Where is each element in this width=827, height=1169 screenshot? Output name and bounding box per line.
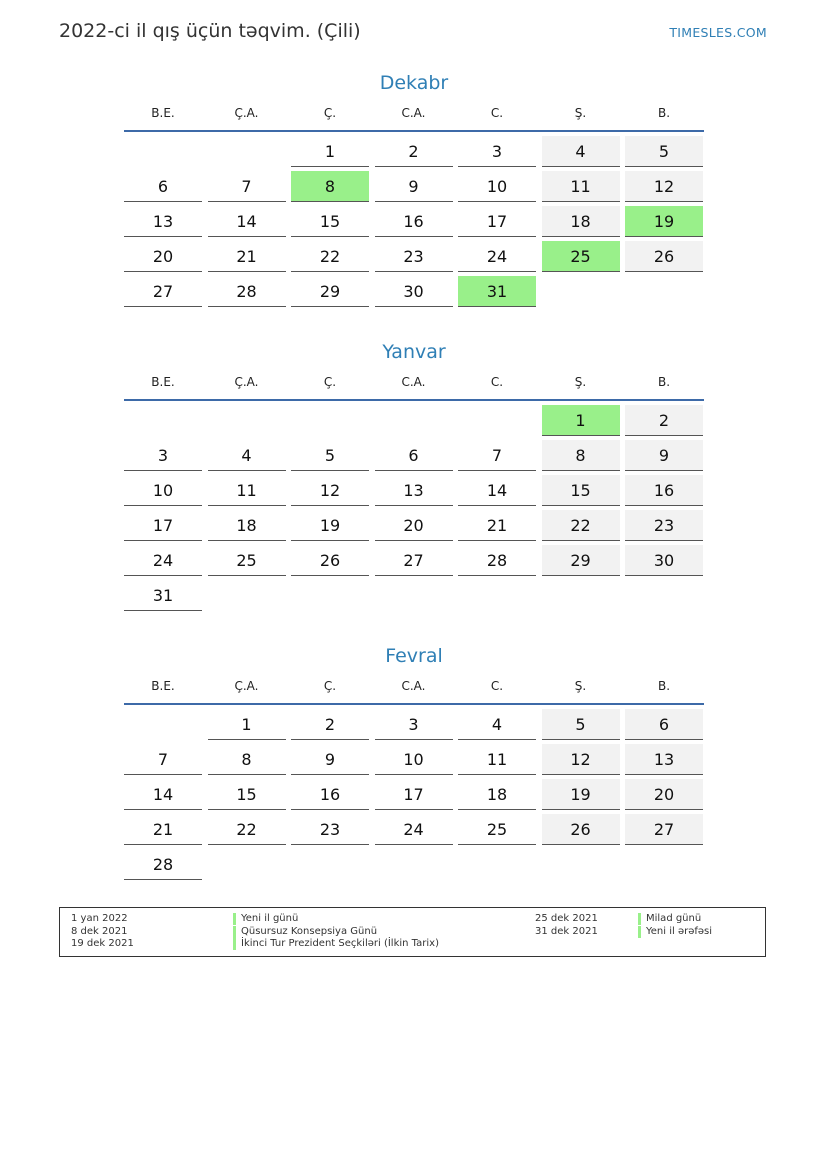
day-cell: 20: [625, 779, 703, 810]
day-cell: 15: [291, 206, 369, 237]
day-cell: 5: [291, 440, 369, 471]
day-cell: 17: [375, 779, 453, 810]
day-cell: 11: [458, 744, 536, 775]
weekday-label: C.A.: [401, 679, 426, 693]
weekday-label: B.E.: [151, 679, 175, 693]
day-cell: 21: [208, 241, 286, 272]
weekday-label: B.: [657, 106, 671, 120]
day-cell: 19: [291, 510, 369, 541]
legend-holiday-name: Yeni il günü: [233, 913, 298, 925]
weekday-label: C.A.: [401, 106, 426, 120]
empty-cell: [124, 405, 202, 436]
empty-cell: [208, 405, 286, 436]
day-cell: 13: [375, 475, 453, 506]
weekday-label: Ş.: [574, 679, 587, 693]
empty-cell: [291, 405, 369, 436]
day-cell: 26: [291, 545, 369, 576]
weekday-label: Ç.A.: [234, 375, 259, 389]
day-cell: 23: [625, 510, 703, 541]
holiday-day-cell: 25: [542, 241, 620, 272]
weekday-label: Ç.: [323, 679, 337, 693]
day-cell: 4: [208, 440, 286, 471]
weekday-label: Ç.: [323, 375, 337, 389]
legend-date: 8 dek 2021: [71, 926, 128, 937]
day-cell: 7: [458, 440, 536, 471]
day-cell: 4: [542, 136, 620, 167]
day-cell: 22: [542, 510, 620, 541]
day-cell: 29: [542, 545, 620, 576]
empty-cell: [458, 405, 536, 436]
weekday-label: C.: [490, 375, 504, 389]
day-cell: 16: [291, 779, 369, 810]
day-cell: 10: [124, 475, 202, 506]
day-cell: 2: [375, 136, 453, 167]
day-cell: 6: [124, 171, 202, 202]
day-grid: [124, 132, 704, 307]
day-cell: 24: [124, 545, 202, 576]
legend-holiday-name: Milad günü: [638, 913, 701, 925]
day-cell: 23: [291, 814, 369, 845]
day-cell: 9: [625, 440, 703, 471]
day-cell: 13: [625, 744, 703, 775]
day-cell: 9: [375, 171, 453, 202]
weekday-label: B.: [657, 679, 671, 693]
weekday-header: [124, 367, 704, 401]
month-name: Dekabr: [379, 72, 449, 94]
month-calendar-0: [124, 68, 704, 307]
day-cell: 6: [625, 709, 703, 740]
day-cell: 19: [542, 779, 620, 810]
month-name: Yanvar: [382, 341, 446, 363]
day-cell: 15: [542, 475, 620, 506]
day-cell: 26: [625, 241, 703, 272]
day-cell: 25: [458, 814, 536, 845]
day-cell: 18: [208, 510, 286, 541]
holiday-day-cell: 1: [542, 405, 620, 436]
weekday-label: Ç.A.: [234, 679, 259, 693]
day-cell: 3: [375, 709, 453, 740]
day-cell: 30: [625, 545, 703, 576]
legend-date: 25 dek 2021: [535, 913, 598, 924]
day-cell: 29: [291, 276, 369, 307]
day-cell: 24: [458, 241, 536, 272]
legend-holiday-name: İkinci Tur Prezident Seçkiləri (İlkin Tarix): [233, 938, 439, 950]
weekday-label: B.E.: [151, 106, 175, 120]
day-cell: 12: [625, 171, 703, 202]
day-grid: [124, 401, 704, 611]
day-cell: 10: [458, 171, 536, 202]
day-cell: 10: [375, 744, 453, 775]
weekday-label: C.A.: [401, 375, 426, 389]
legend-date: 19 dek 2021: [71, 938, 134, 949]
empty-cell: [375, 405, 453, 436]
empty-cell: [124, 709, 202, 740]
day-cell: 17: [458, 206, 536, 237]
weekday-label: Ç.A.: [234, 106, 259, 120]
holiday-day-cell: 8: [291, 171, 369, 202]
weekday-label: Ç.: [323, 106, 337, 120]
weekday-label: B.E.: [151, 375, 175, 389]
empty-cell: [208, 136, 286, 167]
day-cell: 2: [291, 709, 369, 740]
day-cell: 14: [208, 206, 286, 237]
page-title: 2022-ci il qış üçün təqvim. (Çili): [59, 20, 361, 42]
day-cell: 8: [208, 744, 286, 775]
legend-date: 1 yan 2022: [71, 913, 128, 924]
day-cell: 30: [375, 276, 453, 307]
weekday-header: [124, 671, 704, 705]
day-cell: 27: [625, 814, 703, 845]
day-cell: 28: [458, 545, 536, 576]
day-cell: 7: [208, 171, 286, 202]
day-cell: 28: [124, 849, 202, 880]
day-cell: 12: [542, 744, 620, 775]
day-cell: 12: [291, 475, 369, 506]
day-cell: 5: [625, 136, 703, 167]
brand-link[interactable]: TIMESLES.COM: [669, 25, 767, 40]
weekday-label: C.: [490, 106, 504, 120]
legend-holiday-name: Qüsursuz Konsepsiya Günü: [233, 926, 377, 938]
day-cell: 21: [458, 510, 536, 541]
day-cell: 1: [291, 136, 369, 167]
day-cell: 7: [124, 744, 202, 775]
day-cell: 9: [291, 744, 369, 775]
day-cell: 16: [375, 206, 453, 237]
day-cell: 25: [208, 545, 286, 576]
legend-date: 31 dek 2021: [535, 926, 598, 937]
day-cell: 26: [542, 814, 620, 845]
day-cell: 15: [208, 779, 286, 810]
holiday-legend: [59, 907, 766, 957]
day-cell: 14: [458, 475, 536, 506]
month-calendar-1: [124, 337, 704, 611]
day-cell: 14: [124, 779, 202, 810]
day-cell: 18: [458, 779, 536, 810]
day-grid: [124, 705, 704, 880]
legend-holiday-name: Yeni il ərəfəsi: [638, 926, 712, 938]
day-cell: 27: [375, 545, 453, 576]
day-cell: 11: [208, 475, 286, 506]
day-cell: 22: [208, 814, 286, 845]
day-cell: 3: [458, 136, 536, 167]
day-cell: 21: [124, 814, 202, 845]
day-cell: 5: [542, 709, 620, 740]
day-cell: 13: [124, 206, 202, 237]
day-cell: 20: [124, 241, 202, 272]
day-cell: 3: [124, 440, 202, 471]
day-cell: 20: [375, 510, 453, 541]
day-cell: 4: [458, 709, 536, 740]
day-cell: 18: [542, 206, 620, 237]
weekday-label: Ş.: [574, 106, 587, 120]
month-name: Fevral: [385, 645, 443, 667]
day-cell: 8: [542, 440, 620, 471]
day-cell: 22: [291, 241, 369, 272]
weekday-header: [124, 98, 704, 132]
day-cell: 1: [208, 709, 286, 740]
day-cell: 17: [124, 510, 202, 541]
day-cell: 24: [375, 814, 453, 845]
day-cell: 27: [124, 276, 202, 307]
day-cell: 16: [625, 475, 703, 506]
day-cell: 6: [375, 440, 453, 471]
day-cell: 2: [625, 405, 703, 436]
month-calendar-2: [124, 641, 704, 880]
day-cell: 23: [375, 241, 453, 272]
day-cell: 11: [542, 171, 620, 202]
weekday-label: Ş.: [574, 375, 587, 389]
empty-cell: [124, 136, 202, 167]
holiday-day-cell: 31: [458, 276, 536, 307]
holiday-day-cell: 19: [625, 206, 703, 237]
weekday-label: B.: [657, 375, 671, 389]
day-cell: 28: [208, 276, 286, 307]
day-cell: 31: [124, 580, 202, 611]
weekday-label: C.: [490, 679, 504, 693]
